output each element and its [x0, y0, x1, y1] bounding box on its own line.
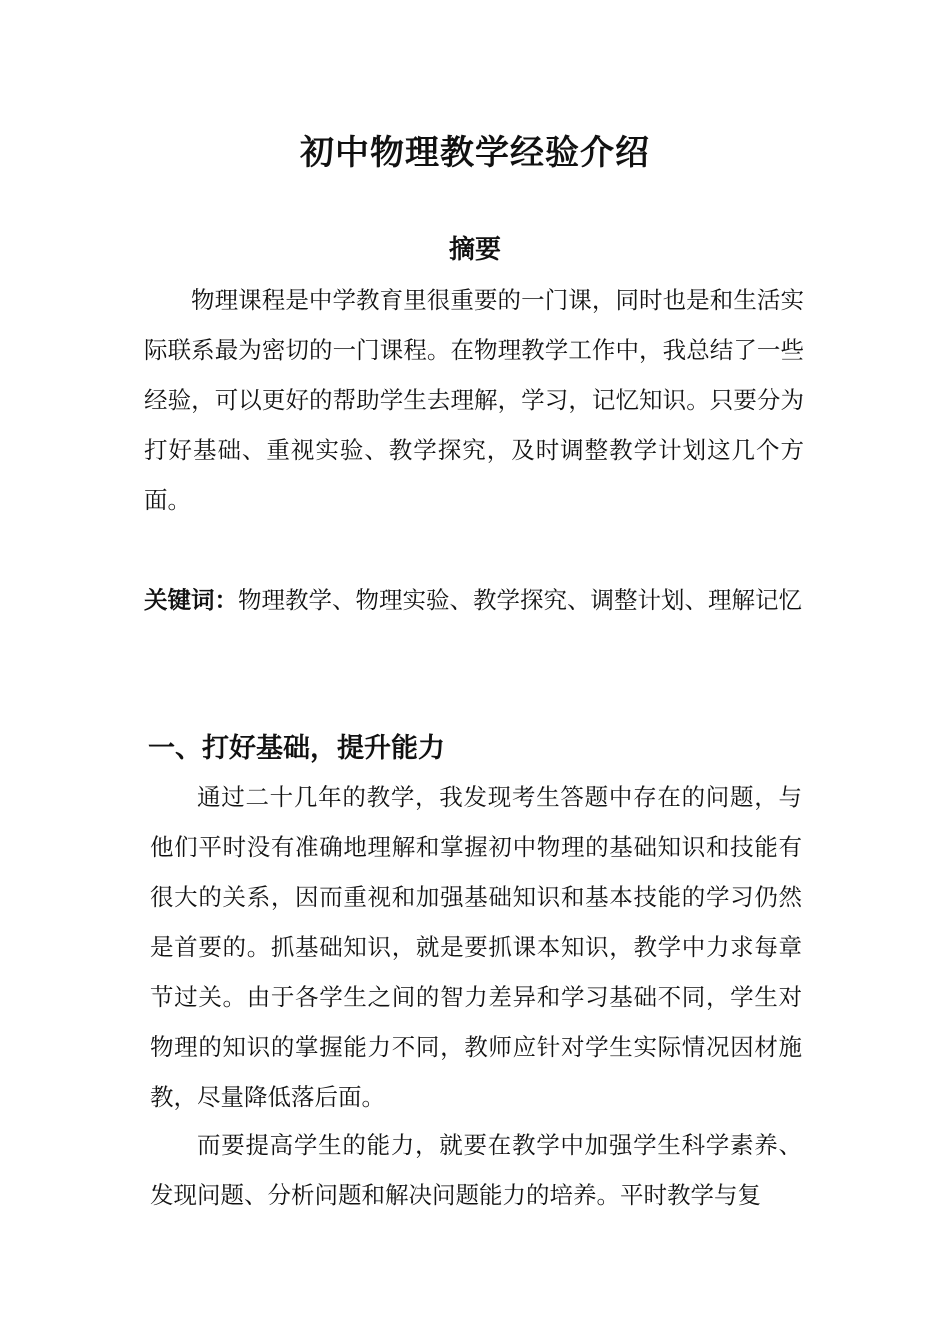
keywords-label: 关键词：	[144, 586, 238, 614]
keywords-line	[144, 575, 804, 625]
abstract-paragraph: 物理课程是中学教育里很重要的一门课，同时也是和生活实际联系最为密切的一门课程。在物理教学工作中，我总结了一些经验，可以更好的帮助学生去理解，学习，记忆知识。只要分为打好基础、重视实验、教学探究，及时调整教学计划这几个方面。	[144, 286, 804, 514]
section-heading: 一、打好基础，提升能力	[148, 733, 445, 764]
keywords-text: 物理教学、物理实验、教学探究、调整计划、理解记忆	[238, 586, 802, 614]
section-paragraph: 而要提高学生的能力，就要在教学中加强学生科学素养、发现问题、分析问题和解决问题能力的培养。平时教学与复	[150, 1131, 802, 1209]
page-title: 初中物理教学经验介绍	[300, 133, 650, 173]
abstract-heading: 摘要	[448, 235, 501, 265]
section-paragraph: 通过二十几年的教学，我发现考生答题中存在的问题，与他们平时没有准确地理解和掌握初中物理的基础知识和技能有很大的关系，因而重视和加强基础知识和基本技能的学习仍然是首要的。抓基础知识，就是要抓课本知识，教学中力求每章节过关。由于各学生之间的智力差异和学习基础不同，学生对物理的知识的掌握能力不同，教师应针对学生实际情况因材施教，尽量降低落后面。	[150, 783, 802, 1111]
